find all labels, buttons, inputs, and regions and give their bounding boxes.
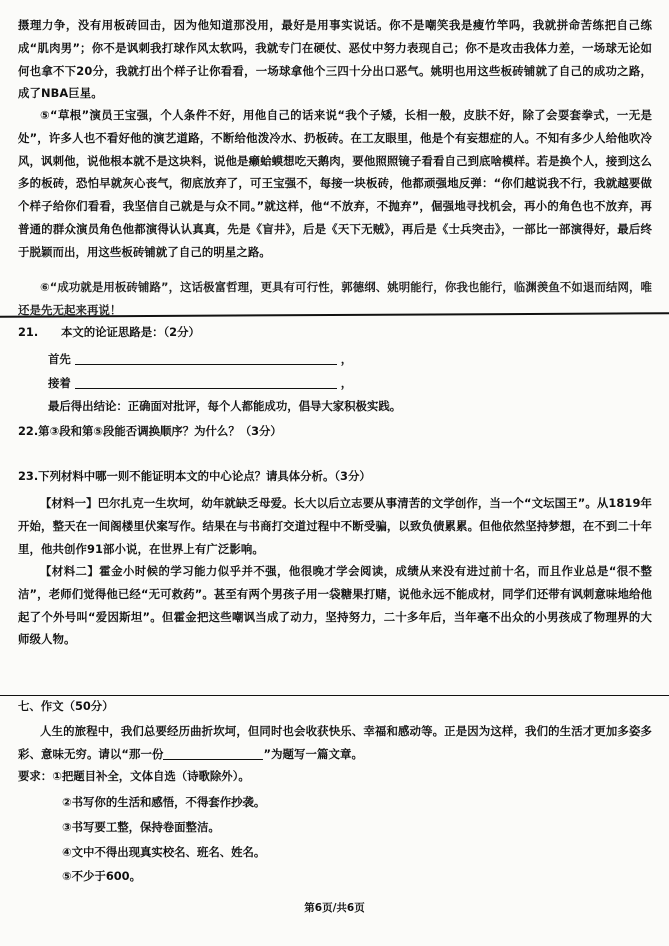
section7-prompt [18,720,652,766]
req-5: ⑤不少于600。 [62,869,141,883]
page-footer: 第6页/共6页 [304,902,365,914]
req-2: ②书写你的生活和感悟，不得套作抄袭。 [62,795,266,809]
section7-prompt-part1: 人生的旅程中，我们总要经历曲折坎坷，但同时也会收获快乐、幸福和感动等。正是因为这样，我们的生活才更加多姿多彩、意味无穷。请以“那一份 [18,724,652,761]
q21-first-row: 首先 ， [48,352,353,366]
q21-first-label: 首先 [48,352,71,366]
q23-material-2: 【材料二】霍金小时候的学习能力似乎并不强，他很晚才学会阅读，成绩从来没有进过前十名，而且作业总是“很不整洁”，老师们觉得他已经“无可救药”。甚至有两个男孩子用一袋糖果打赌，说他永远不能成材，同学们还带有讽刺意味地给他起了个外号叫“爱因斯坦”。但霍金把这些嘲讽当成了动力，坚持努力，二十多年后，当年毫不出众的小男孩成了物理界的大师级人物。 [18,564,652,647]
req-4: ④文中不得出现真实校名、班名、姓名。 [62,845,266,859]
q23-stem: 23.下列材料中哪一则不能证明本文的中心论点？请具体分析。（3分） [18,469,371,483]
q21-stem: 21. 本文的论证思路是：（2分） [18,325,200,339]
q22-stem: 22.第③段和第⑤段能否调换顺序？为什么？（3分） [18,424,282,438]
q23-material-1: 【材料一】巴尔扎克一生坎坷，幼年就缺乏母爱。长大以后立志要从事清苦的文学创作，当一个“文坛国王”。从1819年开始，整天在一间阁楼里伏案写作。结果在与书商打交道过程中不断受骗，以致负债累累。但他依然坚持梦想，在不到二十年里，他共创作91部小说，在世界上有广泛影响。 [18,496,652,556]
essay-paragraph-4-tail: 摄理力争，没有用板砖回击，因为他知道那没用，最好是用事实说话。你不是嘲笑我是瘦竹竿吗，我就拼命苦练把自己练成“肌肉男”；你不是讽刺我打球作风太软吗，我就专门在硬仗、恶仗中努力表现自己；你不是攻击我体力差，一场球无论如何也拿不下20分，我就打出个样子让你看看，一场球拿他个三四十分出口恶气。姚明也用这些板砖铺就了自己的成功之路，成了NBA巨星。 [18,18,652,101]
section-divider [0,695,669,696]
title-blank[interactable] [163,745,263,760]
q21-then-blank[interactable] [75,374,337,389]
req-row-1 [18,768,250,784]
req-1: ①把题目补全，文体自选（诗歌除外）。 [52,769,250,783]
req-3: ③书写要工整，保持卷面整洁。 [62,820,220,834]
q21-conclusion: 最后得出结论：正确面对批评，每个人都能成功，倡导大家积极实践。 [48,399,402,413]
essay-paragraph-5: ⑤“草根”演员王宝强，个人条件不好，用他自己的话来说“我个子矮，长相一般，皮肤不好，除了会耍套拳式，一无是处”，许多人也不看好他的演艺道路，不断给他泼冷水、扔板砖。在工友眼里，他是个有妄想症的人。不知有多少人给他吹冷风，讽刺他，说他根本就不是这块料，说他是癞蛤蟆想吃天鹅肉，要他照照镜子看看自己到底啥模样。若是换个人，接到这么多的板砖，恐怕早就灰心丧气，彻底放弃了，可王宝强不，每接一块板砖，他都顽强地反弹：“你们越说我不行，我就越要做个样子给你们看看，我坚信自己就是与众不同。”就这样，他“不放弃，不抛弃”，倔强地寻找机会，再小的角色也不放弃，再普通的群众演员角色他都演得认认真真，先是《盲井》，后是《天下无贼》，再后是《士兵突击》，一部比一部演得好，最后终于脱颖而出，用这些板砖铺就了自己的明星之路。 [18,108,652,259]
q21-then-label: 接着 [48,376,71,390]
q21-then-row: 接着 ， [48,376,353,390]
req-label: 要求： [18,769,53,783]
section7-title: 七、作文（50分） [18,699,114,713]
essay-paragraph-6: ⑥“成功就是用板砖铺路”，这话极富哲理，更具有可行性，郭德纲、姚明能行，你我也能行，临渊羡鱼不如退而结网，唯还是先无起来再说！ [18,280,652,316]
section7-prompt-part2: ”为题写一篇文章。 [263,746,363,761]
q21-first-blank[interactable] [75,350,337,365]
